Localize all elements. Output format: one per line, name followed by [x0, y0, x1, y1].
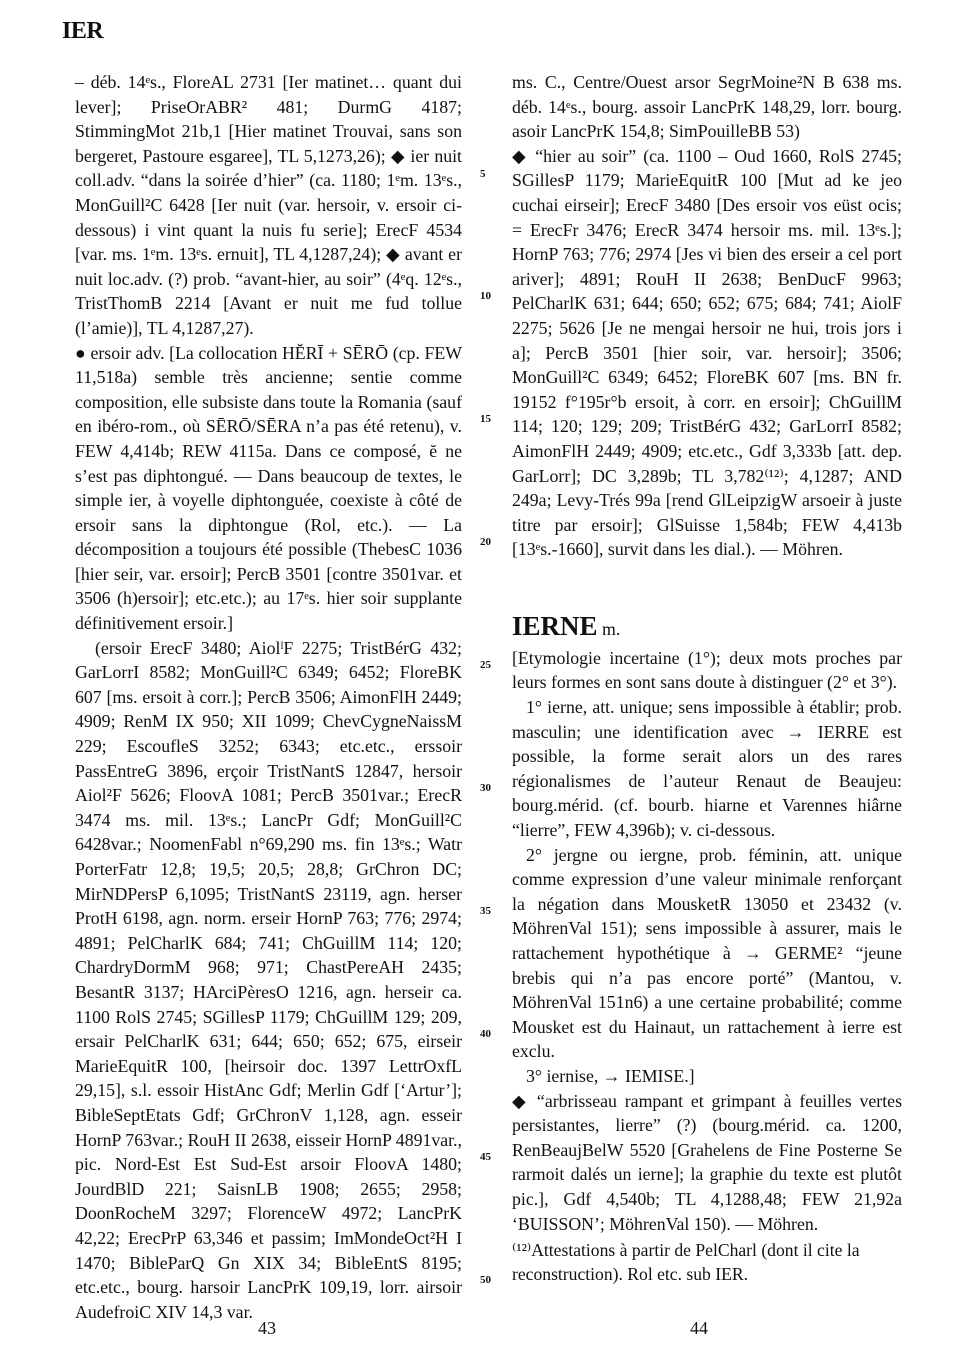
- left-column: [75, 70, 462, 1324]
- paragraph: [Etymologie incertaine (1°); deux mots proches par leurs formes en sont sans doute à distinguer (2° et 3°).: [512, 647, 902, 693]
- paragraph: (ersoir ErecF 3480; AiolˡF 2275; TristBérG 432; GarLorrI 8582; MonGuill²C 6349; 6452; FloreBK 607 [ms. ersoit à corr.]; PercB 3506; AimonFlH 2449; 4909; RenM IX 950; XII 1099; ChevCygneNaissM 229; EscoufleS 3252; 6343; etc.etc., erssoir PassEntreG 3896, erçoir TristNantS 12847, hersoir Aiol²F 5626; FloovA 1081; PercB 3501var.; ErecR 3474 ms. mil. 13ᵉs.; LancPr Gdf; MonGuill²C 6428var.; NoomenFabl n°69,290 ms. fin 13ᵉs.; Watr PorterFatr 12,8; 19,5; 20,5; 28,8; GrChron DC; MirNDPersP 6,1095; TristNantS 23119, agn. herser ProtH 6198, agn. norm. erseir HornP 763; 776; 2974; 4891; PelCharlK 684; 741; ChGuillM 114; 120; ChardryDormM 968; 971; ChastPereAH 2435; BesantR 3137; HArciPèresO 1216, agn. herseir ca. 1100 RolS 2745; SGillesP 1179; ChGuillM 129; 209, ersair PelCharlK 631; 644; 650; 652; 675, eirseir MarieEquitR 100, [heirsoir doc. 1397 LettrOxfL 29,15], s.l. essoir HistAnc Gdf; Merlin Gdf [‘Artur’]; BibleSeptEtats Gdf; GrChronV 1,128, agn. esseir HornP 763var.; RouH II 2638, eisseir HornP 4891var., pic. Nord-Est Est Sud-Est arsoir FloovA 1480; JourdBlD 221; SaisnLB 1908; 2655; 2958; DoonRocheM 3297; FlorenceW 4972; LancPrK 42,22; ErecPrP 63,346 et passim; ImMondeOct²H I 1470; BibleParQ Gn XIX 34; BibleEntS 8195; etc.etc., bourg. harsoir LancPrK 109,19, lorr. airsoir AudefroiC XIV 14,3 var.: [75, 637, 462, 1322]
- paragraph: 2° jergne ou iergne, prob. féminin, att. unique comme expression d’une valeur minimale renforçant la négation dans MousketR 13050 et 23432 (v. MöhrenVal 151); sens impossible à assurer, mais le rattachement hypothétique à → GERME² “jeune brebis qui n’a pas encore porté” (Mantou, v. MöhrenVal 151n6) a une certaine probabilité; comme Mousket est du Hainaut, un rattachement à ierre est exclu.: [512, 844, 902, 1062]
- line-number: 30: [480, 782, 491, 794]
- paragraph: ◆ “arbrisseau rampant et grimpant à feuilles vertes persistantes, lierre” (?) (bourg.mérid. ca. 1200, RenBeaujBelW 5520 [Grahelens de Fine Posterne Se rarmoit dalés un ierne]; la graphie du texte est plutôt pic.], Gdf 4,540b; TL 4,1288,48; FEW 21,92a ‘BUISSON’; MöhrenVal 150). — Möhren.: [512, 1090, 902, 1234]
- entry-pos: m.: [601, 618, 621, 639]
- paragraph: ● ersoir adv. [La collocation HĔRĪ + SĒRŌ (cp. FEW 11,518a) semble très ancienne; sentie comme composition, elle subsiste dans toute la Romania (sauf en ibéro-rom., où SĒRŌ/SĒRA n’a pas été retenu), v. FEW 4,414b; REW 4115a. Dans ce composé, ĕ ne s’est pas diphtongué. — Dans beaucoup de textes, le simple ier, à voyelle diphtonguée, coexiste à côté de ersoir sans la diphtongue (Rol, etc.). — La décomposition a toujours été possible (ThebesC 1036 [hier seir, var. ersoir]; PercB 3501 [contre 3501var. et 3506 (h)ersoir]; etc.etc.); au 17ᵉs. hier soir supplante définitivement ersoir.]: [75, 342, 462, 634]
- line-number: 40: [480, 1028, 491, 1040]
- line-number: 25: [480, 659, 491, 671]
- line-number: 50: [480, 1274, 491, 1286]
- page-number-left: 43: [258, 1318, 276, 1338]
- page-number-right: 44: [690, 1318, 708, 1338]
- paragraph: ◆ “hier au soir” (ca. 1100 – Oud 1660, RolS 2745; SGillesP 1179; MarieEquitR 100 [Mut ad ke jeo cuchai eirseir]; ErecF 3480 [Des ersoir vos eüst ocis; = ErecFr 3476; ErecR 3474 hersoir ms. mil. 13ᵉs.]; HornP 763; 776; 2974 [Jes vi bien des erseir a cel port ariver]; 4891; RouH II 2638; BenDucF 9963; PelCharlK 631; 644; 650; 652; 675; 684; 741; AiolF 2275; 5626 [Je ne mengai hersoir ne hui, trois jors i a]; PercB 3501 [hier soir, var. hersoir]; 3506; MonGuill²C 6349; 6452; FloreBK 607 [ms. BN fr. 19152 f°195r°b ersoit, à corr. en ersoir]; ChGuillM 114; 120; 129; 209; TristBérG 432; GarLorrI 8582; AimonFlH 2449; 4909; etc.etc., Gdf 3,333b [att. dep. GarLorr]; DC 3,289b; TL 3,782⁽¹²⁾; 4,1287; AND 249a; Levy-Trés 99a [rend GlLeipzigW arsoeir à juste titre par ersoir]; GlSuisse 1,584b; FEW 4,413b [13ᵉs.-1660], survit dans les dial.). — Möhren.: [512, 145, 902, 560]
- paragraph: – déb. 14ᵉs., FloreAL 2731 [Ier matinet… quant dui lever]; PriseOrABR² 481; DurmG 4187; StimmingMot 21b,1 [Hier matinet Trouvai, sans son bergeret, Pastoure esgaree], TL 5,1273,26); ◆ ier nuit coll.adv. “dans la soirée d’hier” (ca. 1180; 1ᵉm. 13ᵉs., MonGuill²C 6428 [Ier nuit (var. hersoir, v. ersoir ci-dessous) i vint quant la nuis fu serie]; ErecF 4534 [var. ms. 1ᵉm. 13ᵉs. ernuit], TL 4,1287,24); ◆ avant er nuit loc.adv. (?) prob. “avant-hier, au soir” (4ᵉq. 12ᵉs., TristThomB 2214 [Avant er nuit me fud tollue (l’amie)], TL 4,1287,27).: [75, 72, 462, 338]
- paragraph: ms. C., Centre/Ouest arsor SegrMoine²N B 638 ms. déb. 14ᵉs., bourg. assoir LancPrK 148,29, lorr. bourg. asoir LancPrK 154,8; SimPouilleBB 53): [512, 72, 902, 142]
- running-header: IER: [62, 18, 104, 44]
- paragraph: 3° iernise, → IEMISE.]: [526, 1065, 695, 1086]
- line-number: 20: [480, 536, 491, 548]
- right-column: [512, 70, 902, 1236]
- line-number: 45: [480, 1151, 491, 1163]
- entry-headword: IERNE: [512, 610, 598, 641]
- footnote: ⁽¹²⁾Attestations à partir de PelCharl (dont il cite la reconstruction). Rol etc. sub IER.: [512, 1240, 860, 1284]
- line-number: 5: [480, 168, 486, 180]
- line-number: 15: [480, 413, 491, 425]
- line-number: 35: [480, 905, 491, 917]
- entry-heading: [512, 606, 902, 646]
- paragraph: 1° ierne, att. unique; sens impossible à établir; prob. masculin; une identification avec → IERRE est possible, la forme serait alors un des rares régionalismes de l’auteur Renaut de Beaujeu: bourg.mérid. (cf. bourb. hiarne et Varennes hiârne “lierre”, FEW 4,396b); v. ci-dessous.: [512, 697, 902, 841]
- line-number: 10: [480, 290, 491, 302]
